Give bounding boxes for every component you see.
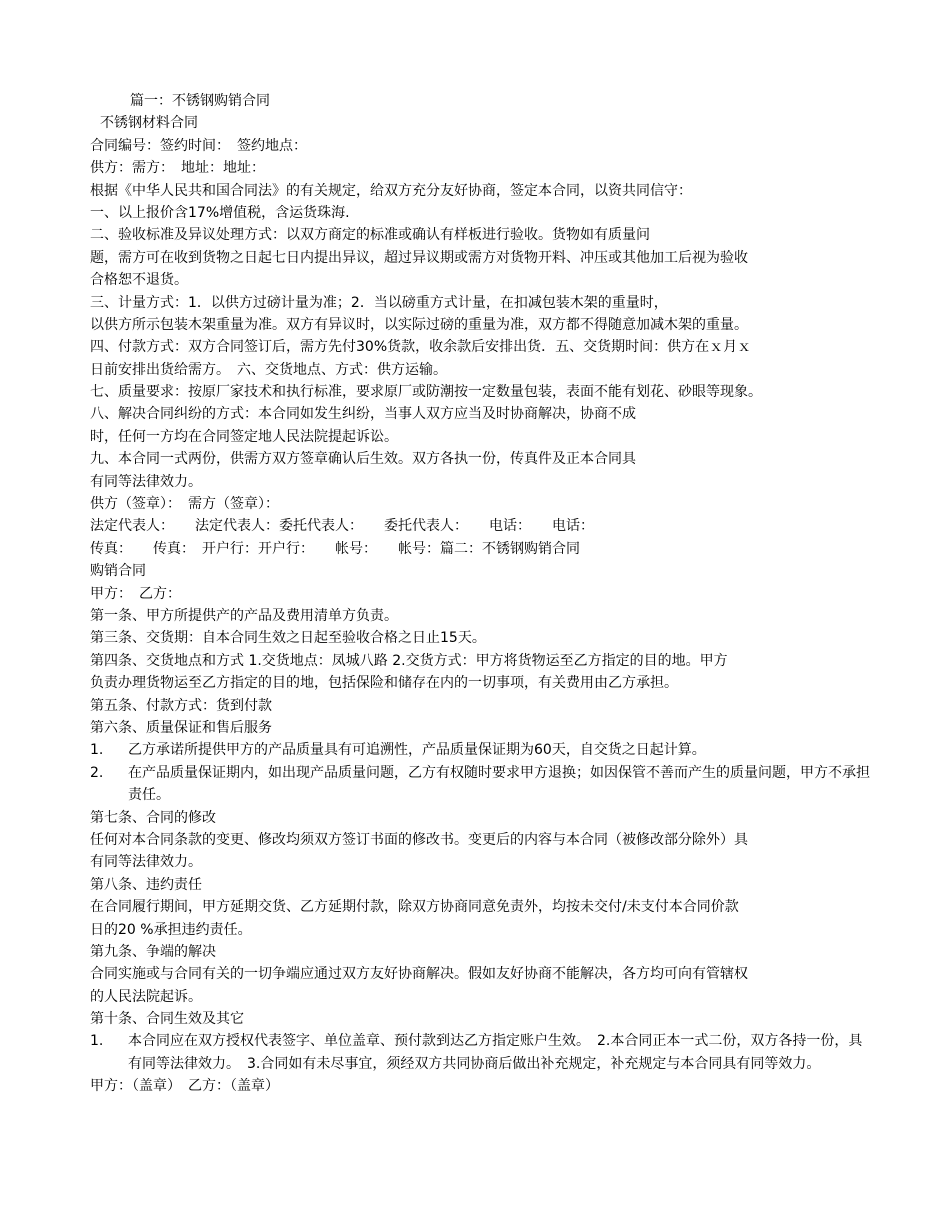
article-8-line-2: 日的20 %承担违约责任。	[90, 921, 252, 938]
item-text: 在产品质量保证期内，如出现产品质量问题，乙方有权随时要求甲方退换；如因保管不善而产生的质量问题，甲方不承担责任。	[128, 764, 870, 804]
clause-2-line-2: 题，需方可在收到货物之日起七日内提出异议，超过异议期或需方对货物开料、冲压或其他加工后视为验收	[90, 249, 748, 266]
article-3: 第三条、交货期：自本合同生效之日起至验收合格之日止15天。	[90, 630, 486, 647]
article-9-line-1: 合同实施或与合同有关的一切争端应通过双方友好协商解决。假如友好协商不能解决，各方均可向有管辖权	[90, 966, 748, 983]
article-7-line-2: 有同等法律效力。	[90, 854, 202, 871]
clause-8-line-2: 时，任何一方均在合同签定地人民法院提起诉讼。	[90, 428, 398, 445]
doc-title: 篇一：不锈钢购销合同	[130, 93, 270, 109]
clause-4-line-2: 日前安排出货给需方。 六、交货地点、方式：供方运输。	[90, 361, 447, 378]
article-6-item-2	[90, 762, 870, 807]
article-6-heading: 第六条、质量保证和售后服务	[90, 719, 272, 736]
item-text: 本合同应在双方授权代表签字、单位盖章、预付款到达乙方指定账户生效。 2.本合同正本一式二份，双方各持一份，具有同等法律效力。 3.合同如有未尽事宜，须经双方共同协商后做出补充规定，补充规定与本合同具有同等效力。	[128, 1033, 863, 1072]
clause-7: 七、质量要求：按原厂家技术和执行标准，要求原厂或防潮按一定数量包装，表面不能有划花、砂眼等现象。	[90, 384, 762, 401]
section-2-title: 购销合同	[90, 563, 146, 580]
article-8-line-1: 在合同履行期间，甲方延期交货、乙方延期付款，除双方协商同意免责外，均按未交付/未支付本合同价款	[90, 899, 739, 916]
doc-subtitle: 不锈钢材料合同	[100, 115, 198, 132]
clause-9-line-2: 有同等法律效力。	[90, 473, 202, 490]
article-4-line-1: 第四条、交货地点和方式 1.交货地点：凤城八路 2.交货方式：甲方将货物运至乙方指定的目的地。甲方	[90, 652, 728, 669]
clause-2-line-1: 二、验收标准及异议处理方式：以双方商定的标准或确认有样板进行验收。货物如有质量问	[90, 227, 650, 244]
clause-1: 一、以上报价含17%增值税，含运货珠海.	[90, 204, 350, 221]
preamble: 根据《中华人民共和国合同法》的有关规定，给双方充分友好协商，签定本合同，以资共同信守：	[90, 182, 692, 199]
clause-2-line-3: 合格恕不退货。	[90, 272, 188, 289]
clause-3-line-1: 三、计量方式：1．以供方过磅计量为准；2．当以磅重方式计量，在扣减包装木架的重量时，	[90, 294, 668, 311]
clause-4-line-1: 四、付款方式：双方合同签订后，需方先付30%货款，收余款后安排出货．五、交货期时间：供方在ｘ月ｘ	[90, 339, 752, 356]
clause-8-line-1: 八、解决合同纠纷的方式：本合同如发生纠纷，当事人双方应当及时协商解决，协商不成	[90, 406, 636, 423]
article-10-heading: 第十条、合同生效及其它	[90, 1011, 244, 1028]
article-8-heading: 第八条、违约责任	[90, 876, 202, 893]
article-9-line-2: 的人民法院起诉。	[90, 988, 202, 1005]
article-10-item-1	[90, 1030, 870, 1075]
representatives-line: 法定代表人： 法定代表人：委托代表人： 委托代表人： 电话： 电话：	[90, 518, 594, 535]
contract-number-line: 合同编号：签约时间： 签约地点：	[90, 137, 307, 154]
item-number: 2.	[90, 764, 104, 781]
article-1: 第一条、甲方所提供产的产品及费用清单方负责。	[90, 607, 398, 624]
article-9-heading: 第九条、争端的解决	[90, 943, 216, 960]
item-text: 乙方承诺所提供甲方的产品质量具有可追溯性，产品质量保证期为60天，自交货之日起计算。	[128, 742, 706, 759]
article-5: 第五条、付款方式：货到付款	[90, 697, 272, 714]
signature-line: 供方（签章）： 需方（签章）：	[90, 496, 279, 513]
fax-bank-line: 传真： 传真： 开户行：开户行： 帐号： 帐号：篇二：不锈钢购销合同	[90, 540, 580, 557]
party-a-b-line: 甲方： 乙方：	[90, 585, 181, 602]
article-6-item-1	[90, 739, 870, 761]
clause-3-line-2: 以供方所示包装木架重量为准。双方有异议时，以实际过磅的重量为准，双方都不得随意加减木架的重量。	[90, 316, 748, 333]
parties-line: 供方：需方： 地址：地址：	[90, 160, 265, 177]
final-signature-line: 甲方：（盖章） 乙方：（盖章）	[90, 1078, 279, 1095]
contract-document	[90, 90, 870, 1098]
item-number: 1.	[90, 1033, 104, 1050]
article-4-line-2: 负责办理货物运至乙方指定的目的地，包括保险和储存在内的一切事项，有关费用由乙方承担。	[90, 675, 678, 692]
article-7-line-1: 任何对本合同条款的变更、修改均须双方签订书面的修改书。变更后的内容与本合同（被修改部分除外）具	[90, 831, 748, 848]
item-number: 1.	[90, 742, 104, 759]
article-7-heading: 第七条、合同的修改	[90, 809, 216, 826]
clause-9-line-1: 九、本合同一式两份，供需方双方签章确认后生效。双方各执一份，传真件及正本合同具	[90, 451, 636, 468]
